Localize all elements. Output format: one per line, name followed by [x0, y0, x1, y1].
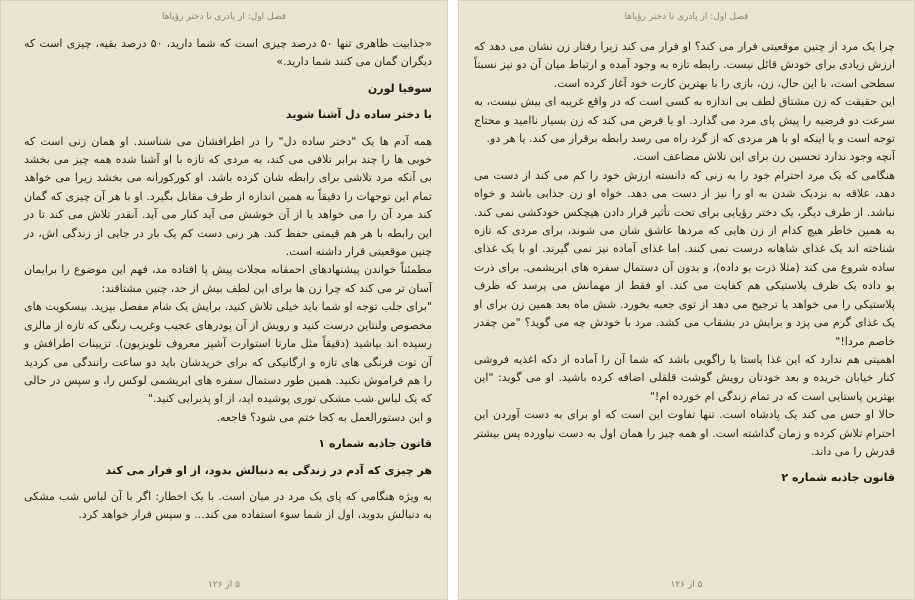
- page-number: ۵ از ۱۲۶: [208, 580, 240, 590]
- section-heading: قانون جاذبه شماره ۲: [781, 471, 895, 485]
- paragraph: اهمیتی هم ندارد که این غذا پاستا یا راگویی باشد که شما آن را آماده از دکه اغذیه فروشی کنار خیابان خریده و بعد خودتان رویش گوشت قلقلی اضافه کرده باشید. او می گوید: "این بهترین پاستایی است که در تمام زندگی ام خورده ام!": [474, 352, 895, 403]
- page-body: [474, 38, 895, 488]
- section-heading: قانون جاذبه شماره ۱: [318, 437, 432, 451]
- running-head: فصل اول: از پادری تا دختر رؤیاها: [624, 12, 749, 22]
- paragraph: همه آدم ها یک "دختر ساده دل" را در اطرافشان می شناسند. او همان زنی است که خوبی ها را چند برابر تلافی می کند، به مردی که تازه با او آشنا شده همه چیز می بخشد بی آنکه مرد تلاشی برای رابطه شان کرده باشد. او کورکورانه می بخشد زیرا می خواهد تمام این توجهات را دقیقاً به همین اندازه از طرف مقابل بگیرد. او با هر آن چیزی که گمان کند مرد آن را می خواهد یا از آن خوشش می آید کنار می آید. آنقدر تلاش می کند تا در این رابطه با هر هم قیمتی حفظ کند. هر زنی دست کم یک بار در جایی از زندگی اش، در چنین موقعیتی قرار داشته است.: [24, 134, 432, 259]
- right-page: [458, 0, 915, 600]
- running-head: فصل اول: از پادری تا دختر رؤیاها: [162, 12, 286, 22]
- paragraph: «جذابیت ظاهری تنها ۵۰ درصد چیزی است که شما دارید، ۵۰ درصد بقیه، چیزی است که دیگران گمان می کنند شما دارید.»: [24, 37, 432, 69]
- left-page: [0, 0, 448, 600]
- paragraph: هنگامی که یک مرد احترام خود را به زنی که دانسته ارزش خود را کم می کند از دست می دهد، علاقه به نزدیک شدن به او را نیز از دست می دهد. خواه او زن جذابی باشد و خواه نباشد. از طرف دیگر، یک دختر رؤیایی برای تحت تأثیر قرار دادن هیچکس خودکشی نمی کند. به همین خاطر هیچ کدام از زن هایی که مردها عاشق شان می شوند، برای مردی که تازه شناخته اند یک غذای شاهانه درست نمی کنند. اما غذای آماده نیز نمی گیرند. او با یک غذای ساده شروع می کند (مثلا ذرت بو داده)، و بدون آن دستمال سفره های ابریشمی. برای ذرت بو داده یک ظرف پلاستیکی هم کفایت می کند. او فقط از مهمانش می پرسد که ظرف پلاستیکی را می خواهد یا ترجیح می دهد از توی جعبه بخورد. شش ماه بعد همین زن برای او یک غذای گرم می پزد و برایش در بشقاب می کشد. مرد با خودش چه می گوید؟ "من چقدر خاصم مردا!": [474, 168, 895, 348]
- paragraph: "برای جلب توجه او شما باید خیلی تلاش کنید. برایش یک شام مفصل بپزید. بیسکویت های مخصوص ولنتاین درست کنید و رویش از آن پودرهای عجیب وغریب رنگی که تازه از مالزی رسیده اند بپاشید (دقیقاً مثل مارتا استوارت آشپز معروف تلویزیون). تزیینات اطرافش و آن توت فرنگی های تازه و ارگانیکی که برای خریدشان باید دو ساعت رانندگی می کردید را هم فراموش نکنید. همین طور دستمال سفره های ابریشمی لوکس را، و سپس در حالی که یک لباس شب مشکی توری پوشیده اید، از او پذیرایی کنید.": [24, 300, 432, 406]
- page-number: ۵ از ۱۲۶: [670, 580, 703, 590]
- paragraph: چرا یک مرد از چنین موقعیتی فرار می کند؟ او فرار می کند زیرا رفتار زن نشان می دهد که ارزش زیادی برای خودش قائل نیست. رابطه تازه به وجود آمده و ارتباط میان آن دو نیز نسبتاً سطحی است، با این حال، زن، بازی را با بهترین کارت خود آغاز کرده است.: [474, 40, 895, 90]
- paragraph: به ویژه هنگامی که پای یک مرد در میان است. با یک اخطار: اگر با آن لباس شب مشکی به دنبالش بدوید، اول از شما سوء استفاده می کند... و سپس فرار خواهد کرد.: [24, 489, 432, 522]
- paragraph: آنچه وجود ندارد تحسین زن برای این تلاش مضاعف است.: [632, 150, 895, 164]
- page-body: [24, 35, 432, 525]
- paragraph: حالا او حس می کند یک پادشاه است. تنها تفاوت این است که او برای به دست آوردن این احترام تلاش کرده و زمان گذاشته است. او همه چیز را همان اول به دست نیاورده پس بیشتر قدرش را می داند.: [474, 408, 895, 458]
- paragraph: مطمئناً خواندن پیشنهادهای احمقانه مجلات پیش پا افتاده مد، فهم این موضوع را برایمان آسان تر می کند که چرا زن ها برای این لطف بیش از حد، چنین مشتاقند:: [24, 263, 432, 295]
- section-heading: با دختر ساده دل آشنا شوید: [286, 108, 432, 122]
- section-heading: سوفیا لورن: [367, 81, 432, 95]
- paragraph: و این دستورالعمل به کجا ختم می شود؟ فاجعه.: [216, 410, 432, 424]
- paragraph: این حقیقت که زن مشتاق لطف بی اندازه به کسی است که در واقع غریبه ای بیش نیست، به سرعت دو فرضیه را پیش پای مرد می گذارد. او یا فرض می کند که زن بسیار ناامید و محتاج توجه است و یا اینکه او با هر مردی که از گرد راه می رسد رابطه برقرار می کند. یا هر دو.: [474, 95, 895, 146]
- section-heading: هر چیزی که آدم در زندگی به دنبالش بدود، از او فرار می کند: [105, 463, 432, 477]
- page-gutter: [448, 0, 458, 600]
